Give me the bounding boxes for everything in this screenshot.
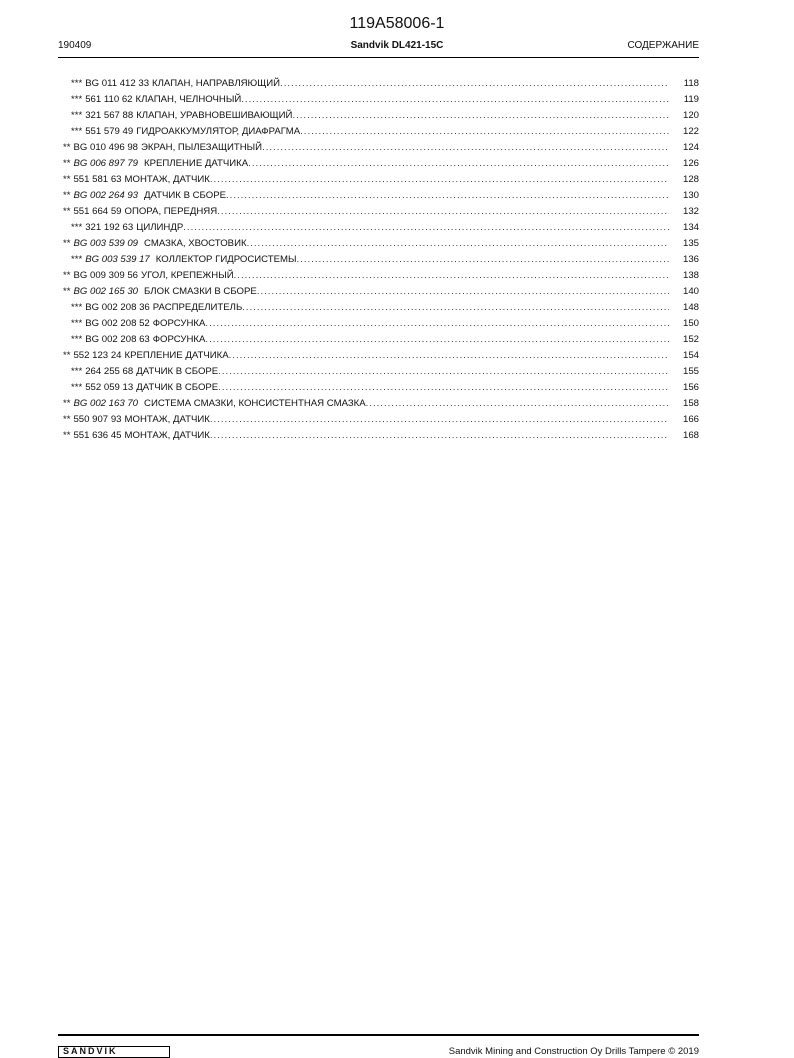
toc-entry[interactable] [63,108,699,124]
toc-level-marker: *** [71,334,83,345]
toc-title: ДАТЧИК В СБОРЕ [136,366,219,377]
toc-level-marker: *** [71,78,83,89]
toc-part-number: BG 003 539 09 [73,238,139,249]
toc-part-number: BG 002 208 52 [85,318,150,329]
toc-entry[interactable] [63,300,699,316]
toc-part-number: 561 110 62 [85,94,133,105]
toc-part-number: 551 579 49 [85,126,134,137]
toc-leader-dots [292,108,669,124]
toc-page-number: 136 [682,254,699,265]
toc-level-marker: *** [71,254,83,265]
toc-level-marker: ** [63,238,71,249]
toc-part-number: BG 003 539 17 [85,254,150,265]
toc-level-marker: ** [63,414,71,425]
toc-leader-dots [205,316,669,332]
toc-page-number: 122 [682,126,699,137]
toc-entry[interactable] [63,140,699,156]
toc-level-marker: *** [71,222,83,233]
document-number: 119A58006-1 [349,15,445,32]
toc-page-number: 120 [682,110,699,121]
toc-leader-dots [280,76,669,92]
toc-page-number: 168 [682,430,699,441]
toc-part-number: BG 006 897 79 [73,158,139,169]
toc-page-number: 150 [682,318,699,329]
toc-level-marker: ** [63,286,71,297]
toc-title: ОПОРА, ПЕРЕДНЯЯ [124,206,218,217]
toc-entry[interactable] [63,284,699,300]
toc-leader-dots [210,412,669,428]
toc-page-number: 152 [682,334,699,345]
toc-title: КЛАПАН, УРАВНОВЕШИВАЮЩИЙ [136,110,293,121]
toc-leader-dots [262,140,669,156]
toc-leader-dots [205,332,669,348]
toc-entry[interactable] [63,220,699,236]
toc-level-marker: ** [63,174,71,185]
toc-title: РАСПРЕДЕЛИТЕЛЬ [152,302,243,313]
toc-leader-dots [226,188,669,204]
toc-leader-dots [229,348,669,364]
toc-title: ГИДРОАККУМУЛЯТОР, ДИАФРАГМА [136,126,301,137]
footer-logo: SANDVIK [58,1046,170,1058]
toc-level-marker: ** [63,206,71,217]
toc-title: УГОЛ, КРЕПЕЖНЫЙ [141,270,234,281]
toc-entry[interactable] [63,412,699,428]
toc-entry[interactable] [63,156,699,172]
toc-entry[interactable] [63,316,699,332]
toc-title: КЛАПАН, НАПРАВЛЯЮЩИЙ [152,78,281,89]
toc-leader-dots [248,156,669,172]
toc-part-number: 264 255 68 [85,366,134,377]
toc-entry[interactable] [63,188,699,204]
toc-page-number: 166 [682,414,699,425]
toc-entry[interactable] [63,252,699,268]
toc-part-number: BG 002 165 30 [73,286,139,297]
toc-title: ФОРСУНКА [152,318,206,329]
toc-entry[interactable] [63,172,699,188]
header-section: СОДЕРЖАНИЕ [627,40,699,51]
toc-title: БЛОК СМАЗКИ В СБОРЕ [144,286,257,297]
toc-title: КРЕПЛЕНИЕ ДАТЧИКА [144,158,249,169]
toc-page-number: 135 [682,238,699,249]
toc-title: ЭКРАН, ПЫЛЕЗАЩИТНЫЙ [141,142,263,153]
toc-part-number: 551 636 45 [73,430,122,441]
toc-title: МОНТАЖ, ДАТЧИК [124,430,210,441]
toc-entry[interactable] [63,76,699,92]
toc-entry[interactable] [63,204,699,220]
footer-divider [58,1034,699,1036]
toc-title: ЦИЛИНДР [136,222,184,233]
toc-title: МОНТАЖ, ДАТЧИК [124,414,210,425]
toc-page-number: 126 [682,158,699,169]
toc-level-marker: *** [71,366,83,377]
toc-leader-dots [257,284,669,300]
toc-level-marker: ** [63,350,71,361]
toc-level-marker: ** [63,270,71,281]
header-model: Sandvik DL421-15C [350,40,444,51]
toc-entry[interactable] [63,396,699,412]
toc-page-number: 118 [683,78,699,89]
toc-entry[interactable] [63,124,699,140]
footer-copyright: Sandvik Mining and Construction Oy Drills Tampere © 2019 [448,1046,699,1057]
toc-part-number: 550 907 93 [73,414,122,425]
toc-level-marker: *** [71,110,83,121]
toc-part-number: BG 010 496 98 [73,142,139,153]
toc-part-number: BG 002 163 70 [73,398,139,409]
toc-part-number: BG 009 309 56 [73,270,139,281]
toc-entry[interactable] [63,332,699,348]
toc-part-number: BG 002 208 63 [85,334,150,345]
toc-level-marker: ** [63,190,71,201]
toc-leader-dots [210,172,669,188]
toc-part-number: 552 059 13 [85,382,134,393]
toc-part-number: 551 581 63 [73,174,122,185]
toc-leader-dots [234,268,669,284]
toc-leader-dots [366,396,669,412]
toc-leader-dots [210,428,669,444]
toc-level-marker: ** [63,430,71,441]
toc-page-number: 156 [682,382,699,393]
toc-leader-dots [242,300,669,316]
toc-page-number: 138 [682,270,699,281]
header-divider [58,57,699,58]
toc-title: ФОРСУНКА [152,334,206,345]
toc-page-number: 154 [682,350,699,361]
toc-leader-dots [300,124,669,140]
toc-entry[interactable] [63,428,699,444]
toc-title: КРЕПЛЕНИЕ ДАТЧИКА [124,350,229,361]
toc-part-number: BG 002 208 36 [85,302,150,313]
toc-page-number: 130 [682,190,699,201]
toc-title: ДАТЧИК В СБОРЕ [144,190,227,201]
toc-leader-dots [297,252,669,268]
toc-page-number: 158 [682,398,699,409]
toc-leader-dots [183,220,669,236]
header-date: 190409 [58,40,92,51]
toc-title: СМАЗКА, ХВОСТОВИК [144,238,247,249]
toc-title: КЛАПАН, ЧЕЛНОЧНЫЙ [135,94,242,105]
toc-level-marker: ** [63,158,71,169]
toc-entry[interactable] [63,364,699,380]
toc-leader-dots [218,380,669,396]
toc-leader-dots [218,364,669,380]
toc-part-number: BG 011 412 33 [85,78,150,89]
toc-level-marker: *** [71,126,83,137]
toc-level-marker: *** [71,94,83,105]
toc-leader-dots [241,92,669,108]
toc-level-marker: *** [71,318,83,329]
toc-page-number: 119 [683,94,699,105]
toc-part-number: 321 567 88 [85,110,134,121]
toc-title: МОНТАЖ, ДАТЧИК [124,174,210,185]
toc-level-marker: *** [71,302,83,313]
toc-leader-dots [217,204,669,220]
toc-level-marker: *** [71,382,83,393]
toc-title: КОЛЛЕКТОР ГИДРОСИСТЕМЫ [155,254,297,265]
toc-page-number: 155 [682,366,699,377]
toc-level-marker: ** [63,398,71,409]
toc-level-marker: ** [63,142,71,153]
toc-leader-dots [247,236,669,252]
toc-part-number: 552 123 24 [73,350,122,361]
toc-page-number: 140 [682,286,699,297]
table-of-contents [63,76,699,444]
toc-entry[interactable] [63,92,699,108]
toc-entry[interactable] [63,268,699,284]
toc-title: СИСТЕМА СМАЗКИ, КОНСИСТЕНТНАЯ СМАЗКА [144,398,366,409]
toc-page-number: 128 [682,174,699,185]
toc-page-number: 132 [682,206,699,217]
toc-part-number: 551 664 59 [73,206,122,217]
toc-page-number: 134 [682,222,699,233]
toc-entry[interactable] [63,348,699,364]
toc-part-number: BG 002 264 93 [73,190,139,201]
toc-part-number: 321 192 63 [85,222,134,233]
toc-page-number: 124 [682,142,699,153]
toc-title: ДАТЧИК В СБОРЕ [136,382,219,393]
toc-page-number: 148 [682,302,699,313]
toc-entry[interactable] [63,380,699,396]
toc-entry[interactable] [63,236,699,252]
